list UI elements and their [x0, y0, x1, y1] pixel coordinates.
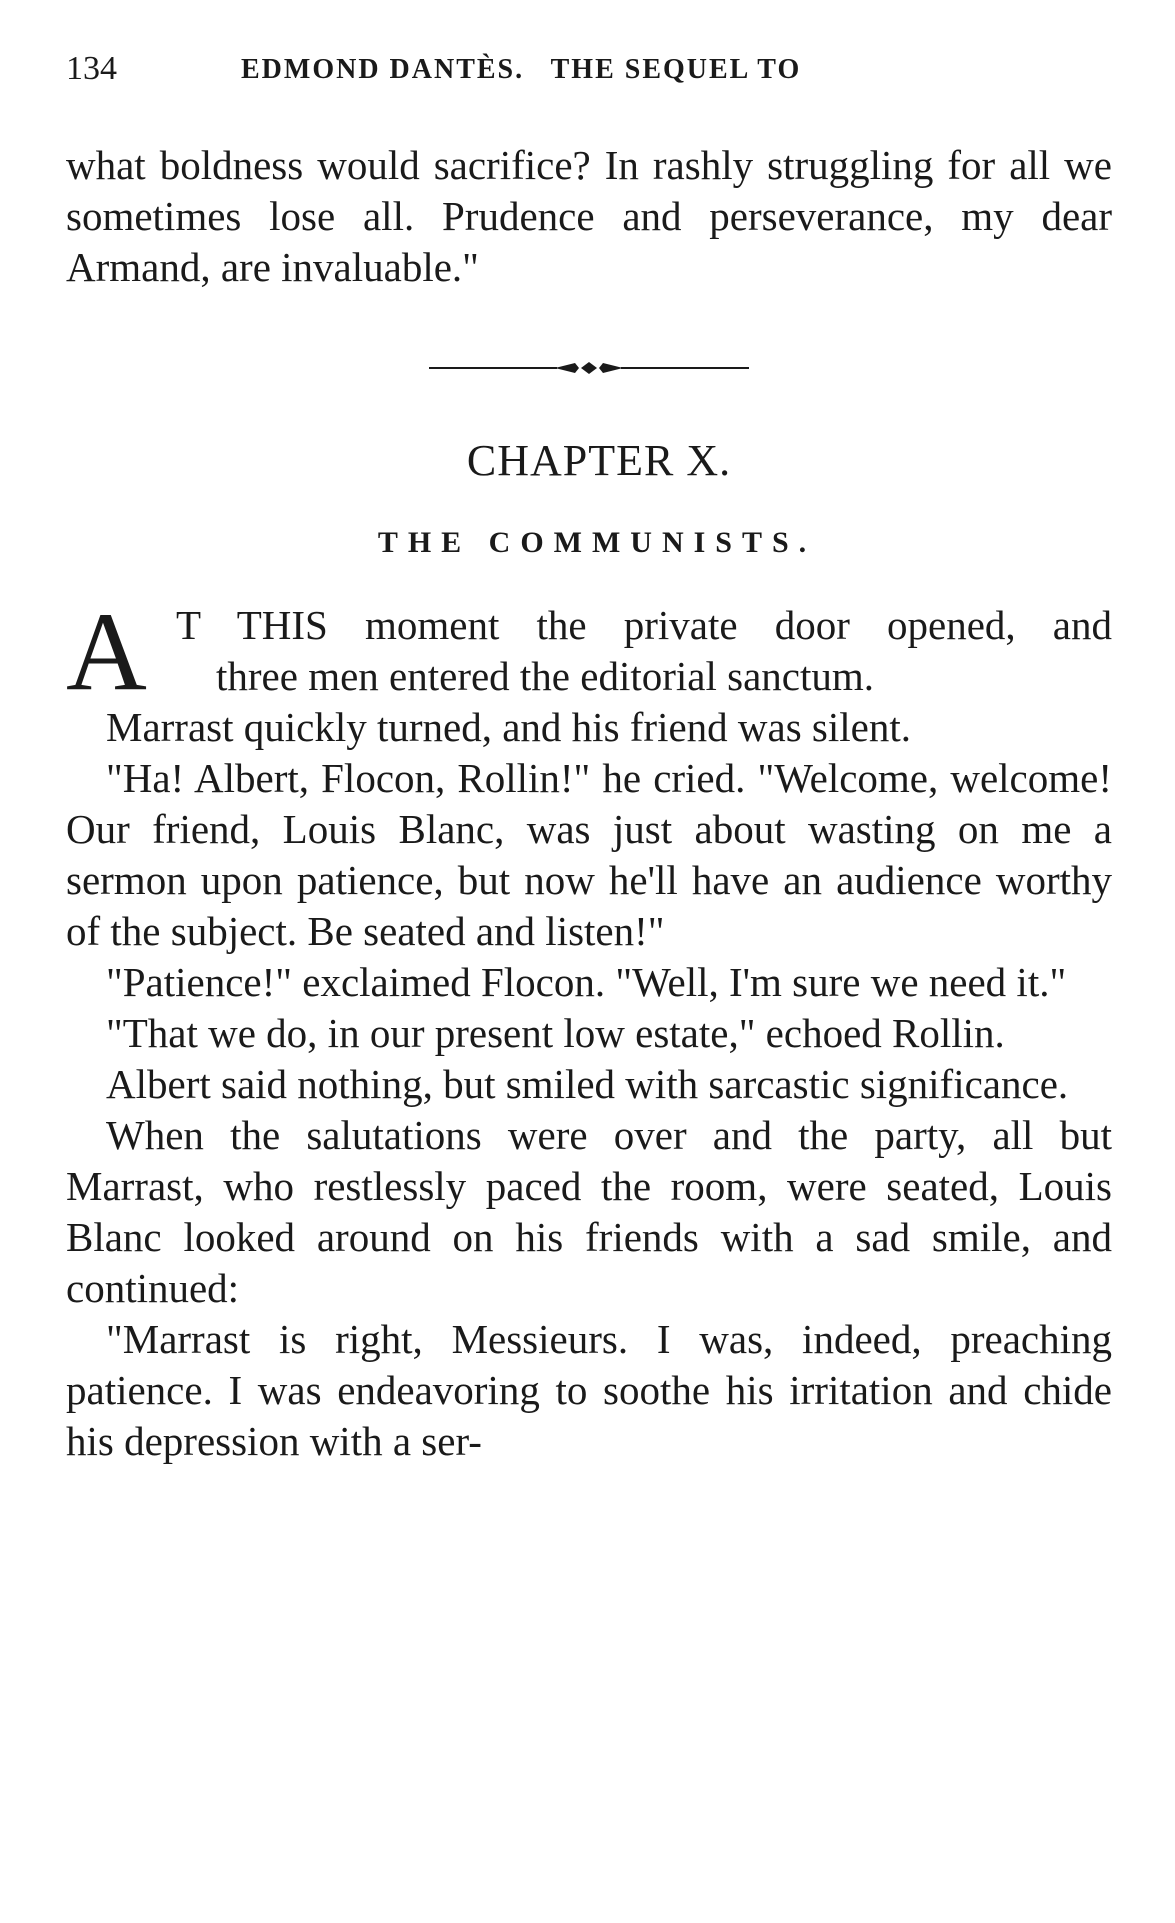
section-divider-ornament — [429, 361, 749, 375]
book-page — [66, 40, 1112, 1467]
continuation-paragraph: what boldness would sacrifice? In rashly struggling for all we sometimes lose all. Prudence and perseverance, my dear Armand, are invaluable." — [66, 142, 1112, 290]
running-head — [66, 40, 1112, 100]
chapter-subtitle: THE COMMUNISTS. — [377, 526, 817, 559]
body-paragraph: When the salutations were over and the party, all but Marrast, who restlessly paced the room, were seated, Louis Blanc looked around on his friends with a sad smile, and continued: — [66, 1112, 1112, 1311]
chapter-title: CHAPTER X. — [466, 436, 732, 485]
body-paragraph: "Marrast is right, Messieurs. I was, indeed, preaching patience. I was endeavoring to soothe his irritation and chide his depression with a ser- — [66, 1316, 1112, 1464]
body-paragraph: "That we do, in our present low estate," echoed Rollin. — [106, 1010, 1005, 1056]
body-paragraph: "Patience!" exclaimed Flocon. "Well, I'm sure we need it." — [106, 959, 1067, 1005]
opening-paragraph — [66, 590, 1112, 714]
drop-cap: A — [66, 590, 147, 714]
page-number: 134 — [66, 50, 117, 87]
body-paragraph: Marrast quickly turned, and his friend was silent. — [106, 704, 912, 750]
body-paragraph: "Ha! Albert, Flocon, Rollin!" he cried. "Welcome, welcome! Our friend, Louis Blanc, was just about wasting on me a sermon upon patience, but now he'll have an audience worthy of the subject. Be seated and listen!" — [66, 755, 1112, 954]
body-paragraph: Albert said nothing, but smiled with sarcastic significance. — [106, 1061, 1069, 1107]
opening-line-2: three men entered the editorial sanctum. — [216, 653, 875, 699]
running-title: EDMOND DANTÈS. THE SEQUEL TO — [241, 54, 802, 85]
opening-line-1: T THIS moment the private door opened, and — [176, 602, 1112, 648]
